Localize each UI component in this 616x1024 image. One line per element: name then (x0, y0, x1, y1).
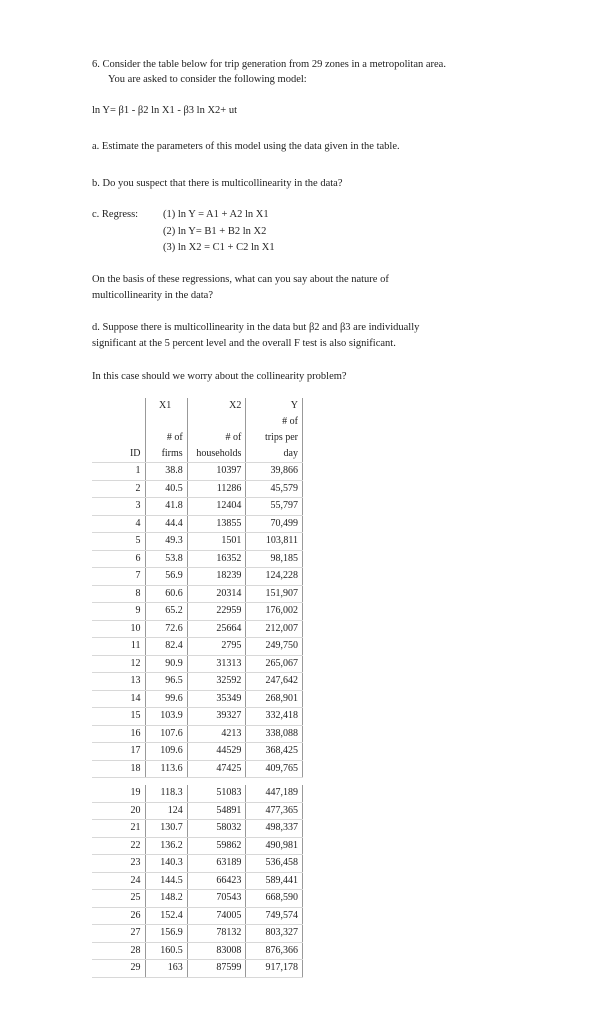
col-y-sub2: trips per (246, 430, 303, 446)
cell-id: 7 (92, 568, 145, 586)
cell-trips: 749,574 (246, 907, 303, 925)
cell-trips: 536,458 (246, 855, 303, 873)
model-equation: ln Y= β1 - β2 ln X1 - β3 ln X2+ ut (92, 105, 238, 116)
cell-trips: 368,425 (246, 743, 303, 761)
cell-id: 10 (92, 620, 145, 638)
cell-households: 58032 (187, 820, 246, 838)
cell-firms: 124 (145, 802, 187, 820)
cell-households: 11286 (187, 480, 246, 498)
cell-firms: 144.5 (145, 872, 187, 890)
cell-id: 29 (92, 960, 145, 978)
cell-trips: 917,178 (246, 960, 303, 978)
cell-id: 6 (92, 550, 145, 568)
cell-households: 25664 (187, 620, 246, 638)
cell-households: 78132 (187, 925, 246, 943)
cell-firms: 113.6 (145, 760, 187, 778)
cell-households: 2795 (187, 638, 246, 656)
table-row (92, 620, 303, 638)
cell-trips: 247,642 (246, 673, 303, 691)
table-row (92, 855, 303, 873)
cell-id: 9 (92, 603, 145, 621)
cell-id: 2 (92, 480, 145, 498)
regression-1: (1) ln Y = A1 + A2 ln X1 (163, 209, 269, 220)
cell-households: 54891 (187, 802, 246, 820)
cell-firms: 109.6 (145, 743, 187, 761)
question-instruction: You are asked to consider the following model: (108, 74, 307, 85)
cell-id: 20 (92, 802, 145, 820)
col-y-header: Y (246, 398, 303, 414)
cell-id: 8 (92, 585, 145, 603)
cell-households: 70543 (187, 890, 246, 908)
table-row (92, 708, 303, 726)
cell-trips: 668,590 (246, 890, 303, 908)
cell-households: 16352 (187, 550, 246, 568)
col-x1-sub: # of (145, 430, 187, 446)
cell-trips: 45,579 (246, 480, 303, 498)
cell-id: 13 (92, 673, 145, 691)
cell-households: 39327 (187, 708, 246, 726)
cell-trips: 70,499 (246, 515, 303, 533)
cell-trips: 39,866 (246, 463, 303, 481)
data-table-part-2 (92, 785, 303, 978)
table-row (92, 533, 303, 551)
table-row (92, 743, 303, 761)
cell-id: 19 (92, 785, 145, 802)
cell-id: 18 (92, 760, 145, 778)
cell-firms: 118.3 (145, 785, 187, 802)
cell-firms: 53.8 (145, 550, 187, 568)
cell-firms: 96.5 (145, 673, 187, 691)
cell-households: 18239 (187, 568, 246, 586)
cell-firms: 82.4 (145, 638, 187, 656)
table-row (92, 960, 303, 978)
cell-households: 74005 (187, 907, 246, 925)
cell-households: 87599 (187, 960, 246, 978)
cell-trips: 98,185 (246, 550, 303, 568)
table-row (92, 480, 303, 498)
table-row (92, 725, 303, 743)
cell-firms: 160.5 (145, 942, 187, 960)
cell-id: 15 (92, 708, 145, 726)
cell-firms: 99.6 (145, 690, 187, 708)
cell-households: 31313 (187, 655, 246, 673)
header-row-sub1 (92, 414, 303, 430)
regression-3: (3) ln X2 = C1 + C2 ln X1 (163, 242, 275, 253)
cell-households: 22959 (187, 603, 246, 621)
cell-trips: 124,228 (246, 568, 303, 586)
col-x1-unit: firms (145, 446, 187, 463)
part-d-line-2: significant at the 5 percent level and the overall F test is also significant. (92, 338, 396, 349)
cell-households: 51083 (187, 785, 246, 802)
cell-firms: 40.5 (145, 480, 187, 498)
question-intro: 6. Consider the table below for trip generation from 29 zones in a metropolitan area. (92, 59, 446, 70)
cell-households: 35349 (187, 690, 246, 708)
cell-id: 5 (92, 533, 145, 551)
cell-firms: 130.7 (145, 820, 187, 838)
cell-id: 21 (92, 820, 145, 838)
cell-households: 13855 (187, 515, 246, 533)
table-row (92, 638, 303, 656)
cell-id: 23 (92, 855, 145, 873)
cell-id: 4 (92, 515, 145, 533)
table-row (92, 942, 303, 960)
part-d-line-1: d. Suppose there is multicollinearity in the data but β2 and β3 are individually (92, 322, 420, 333)
cell-id: 1 (92, 463, 145, 481)
cell-trips: 212,007 (246, 620, 303, 638)
cell-firms: 44.4 (145, 515, 187, 533)
cell-firms: 107.6 (145, 725, 187, 743)
cell-trips: 477,365 (246, 802, 303, 820)
cell-households: 66423 (187, 872, 246, 890)
col-y-unit: day (246, 446, 303, 463)
cell-id: 11 (92, 638, 145, 656)
cell-households: 4213 (187, 725, 246, 743)
cell-households: 12404 (187, 498, 246, 516)
part-c-label: c. Regress: (92, 209, 139, 220)
cell-id: 16 (92, 725, 145, 743)
header-row-units (92, 446, 303, 463)
table-row (92, 690, 303, 708)
cell-households: 59862 (187, 837, 246, 855)
cell-households: 10397 (187, 463, 246, 481)
cell-trips: 490,981 (246, 837, 303, 855)
col-y-sub1: # of (246, 414, 303, 430)
cell-id: 3 (92, 498, 145, 516)
table-row (92, 498, 303, 516)
cell-firms: 152.4 (145, 907, 187, 925)
cell-firms: 156.9 (145, 925, 187, 943)
col-x1-header: X1 (145, 398, 187, 414)
cell-firms: 56.9 (145, 568, 187, 586)
table-row (92, 925, 303, 943)
cell-households: 20314 (187, 585, 246, 603)
cell-firms: 90.9 (145, 655, 187, 673)
regression-2: (2) ln Y= B1 + B2 ln X2 (163, 226, 267, 237)
cell-trips: 409,765 (246, 760, 303, 778)
cell-id: 17 (92, 743, 145, 761)
header-row-sub2 (92, 430, 303, 446)
cell-trips: 249,750 (246, 638, 303, 656)
cell-trips: 498,337 (246, 820, 303, 838)
cell-trips: 268,901 (246, 690, 303, 708)
table-row (92, 837, 303, 855)
table-row (92, 673, 303, 691)
header-row-vars (92, 398, 303, 414)
cell-trips: 876,366 (246, 942, 303, 960)
cell-id: 26 (92, 907, 145, 925)
cell-trips: 103,811 (246, 533, 303, 551)
table-row (92, 872, 303, 890)
cell-id: 25 (92, 890, 145, 908)
col-x2-sub: # of (187, 430, 246, 446)
cell-firms: 72.6 (145, 620, 187, 638)
part-b: b. Do you suspect that there is multicollinearity in the data? (92, 178, 343, 189)
cell-firms: 65.2 (145, 603, 187, 621)
table-row (92, 655, 303, 673)
table-row (92, 802, 303, 820)
basis-line-2: multicollinearity in the data? (92, 290, 214, 301)
table-row (92, 820, 303, 838)
cell-households: 32592 (187, 673, 246, 691)
cell-id: 24 (92, 872, 145, 890)
col-x2-header: X2 (187, 398, 246, 414)
cell-trips: 447,189 (246, 785, 303, 802)
table-row (92, 760, 303, 778)
part-a: a. Estimate the parameters of this model using the data given in the table. (92, 141, 400, 152)
cell-firms: 38.8 (145, 463, 187, 481)
basis-line-1: On the basis of these regressions, what can you say about the nature of (92, 274, 389, 285)
col-x2-unit: households (187, 446, 246, 463)
cell-trips: 176,002 (246, 603, 303, 621)
cell-firms: 148.2 (145, 890, 187, 908)
cell-trips: 338,088 (246, 725, 303, 743)
cell-id: 14 (92, 690, 145, 708)
table-row (92, 890, 303, 908)
table-row (92, 515, 303, 533)
data-table-part-1 (92, 398, 303, 778)
cell-firms: 60.6 (145, 585, 187, 603)
table-row (92, 785, 303, 802)
cell-trips: 265,067 (246, 655, 303, 673)
cell-id: 12 (92, 655, 145, 673)
cell-trips: 55,797 (246, 498, 303, 516)
cell-trips: 803,327 (246, 925, 303, 943)
cell-trips: 332,418 (246, 708, 303, 726)
cell-households: 44529 (187, 743, 246, 761)
table-row (92, 603, 303, 621)
cell-households: 1501 (187, 533, 246, 551)
cell-id: 27 (92, 925, 145, 943)
cell-id: 22 (92, 837, 145, 855)
table-row (92, 463, 303, 481)
cell-firms: 136.2 (145, 837, 187, 855)
cell-firms: 41.8 (145, 498, 187, 516)
cell-households: 63189 (187, 855, 246, 873)
cell-firms: 163 (145, 960, 187, 978)
col-id-header: ID (92, 446, 145, 463)
table-row (92, 585, 303, 603)
table-row (92, 907, 303, 925)
cell-households: 83008 (187, 942, 246, 960)
cell-trips: 151,907 (246, 585, 303, 603)
cell-firms: 49.3 (145, 533, 187, 551)
worry-question: In this case should we worry about the collinearity problem? (92, 371, 347, 382)
cell-id: 28 (92, 942, 145, 960)
table-row (92, 550, 303, 568)
cell-households: 47425 (187, 760, 246, 778)
table-row (92, 568, 303, 586)
cell-trips: 589,441 (246, 872, 303, 890)
cell-firms: 140.3 (145, 855, 187, 873)
cell-firms: 103.9 (145, 708, 187, 726)
